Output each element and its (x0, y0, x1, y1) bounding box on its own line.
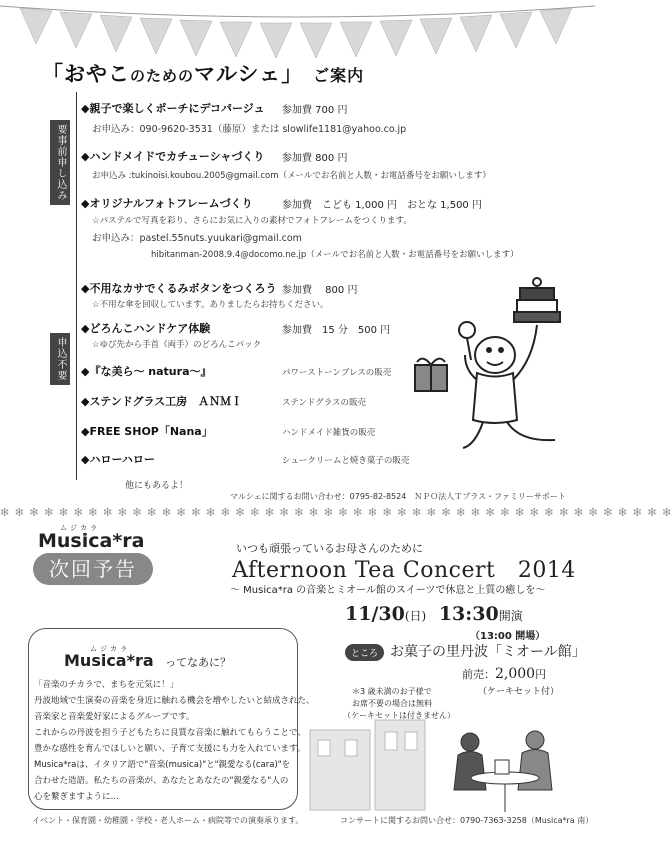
concert-lead: いつも頑張っているお母さんのために (236, 542, 423, 555)
title-no: のための (130, 67, 195, 85)
about-line: 豊かな感性を育んでほしいと願い、子育て支援にも力を入れています。 (34, 744, 306, 754)
section-bar-reservation (46, 92, 77, 267)
concert-datetime (345, 603, 523, 625)
item-line: ☆パステルで写真を彩り、さらにお気に入りの素材でフォトフレームをつくります。 (92, 216, 412, 226)
about-heading-tail: ってなあに？ (165, 656, 231, 669)
venue-badge: ところ (345, 644, 384, 661)
next-announcement-badge: 次回予告 (33, 553, 153, 585)
item-line: ☆ゆび先から手首（両手）のどろんこパック (92, 340, 262, 350)
presale-cake: （ケーキセット付） (478, 687, 560, 697)
about-footer: イベント・保育園・幼稚園・学校・老人ホーム・病院等での演奏承ります。 (32, 816, 304, 825)
presale-yen: 円 (535, 668, 547, 681)
concert-venue: お菓子の里丹波「ミオール館」 (390, 644, 586, 660)
bunting-decoration (0, 0, 595, 60)
title-open: 「おやこ (42, 62, 130, 86)
item-line: お申込み：090-9620-3531（藤原）または slowlife1181@yahoo.co.jp (92, 124, 407, 135)
about-line: 心を繋ぎますように… (34, 792, 120, 802)
marche-title (42, 58, 364, 88)
concert-title: Afternoon Tea Concert 2014 (232, 558, 576, 583)
logo-ruby: ムジカラ (60, 524, 100, 532)
section-label-no-reservation: 申込不要 (50, 333, 70, 385)
section-bar-no-reservation (46, 267, 77, 480)
item-title: ◆ 不用なカサでくるみボタンをつくろう (81, 280, 276, 296)
other-note: 他にもあるよ！ (125, 481, 189, 491)
presale-label: 前売： (462, 668, 495, 681)
about-line: 音楽家と音楽愛好家によるグループです。 (34, 712, 195, 722)
item-title: ◆ ステンドグラス工房 ＡＮＭＩ (81, 393, 242, 409)
cafe-illustration (300, 720, 580, 816)
item-title: ◆ FREE SHOP「Nana」 (81, 423, 213, 439)
item-line: hibitanman-2008.9.4@docomo.ne.jp（メールでお名前と人数・お電話番号をお願いします） (151, 250, 519, 260)
item-desc: パワーストーンブレスの販売 (282, 368, 392, 378)
child-note-1: ＊3 歳未満のお子様で (352, 687, 432, 696)
marche-contact: マルシェに関するお問い合わせ：0795-82-8524 ＮＰＯ法人Ｔプラス・ファミリーサポート (230, 492, 566, 501)
concert-contact: コンサートに関するお問い合せ：0790-7363-3258（Musica*ra 南） (340, 816, 594, 825)
child-note-2: お席不要の場合は無料 (352, 699, 432, 708)
item-desc: ステンドグラスの販売 (282, 398, 366, 408)
item-fee: 参加費 800 円 (282, 153, 348, 164)
about-line: 合わせた造語。私たちの音楽が、あなたとあなたの"親愛なる"人の (34, 776, 289, 786)
item-title: ◆ どろんこハンドケア体験 (81, 320, 210, 336)
concert-start: 開演 (498, 609, 523, 623)
concert-day: (日) (404, 609, 427, 623)
about-line: 「音楽のチカラで、まちを元気に！」 (34, 680, 179, 690)
presale (462, 666, 546, 682)
about-line: Musica*raは、イタリア語で"音楽(musica)"と"親愛なる(cara)"を (34, 760, 291, 770)
about-line: これからの丹波を担う子どもたちに良質な音楽に触れてもらうことで、 (34, 728, 306, 738)
item-fee: 参加費 15 分 500 円 (282, 325, 391, 336)
item-fee: 参加費 700 円 (282, 105, 348, 116)
child-note-3: （ケーキセットは付きません） (343, 711, 455, 720)
item-fee: 参加費 こども 1,000 円 おとな 1,500 円 (282, 200, 482, 211)
item-line: ☆不用な傘を回収しています。ありましたらお持ちください。 (92, 300, 329, 310)
concert-time: 13:30 (438, 603, 499, 625)
item-title: ◆ ハローハロー (81, 451, 155, 467)
item-title: ◆ オリジナルフォトフレームづくり (81, 195, 253, 211)
stars-divider: ✻ ✻ ✻ ✻ ✻ ✻ ✻ ✻ ✻ ✻ ✻ ✻ ✻ ✻ ✻ ✻ ✻ ✻ ✻ ✻ ✻ ✻ ✻ ✻ ✻ ✻ ✻ ✻ ✻ ✻ ✻ ✻ ✻ ✻ ✻ ✻ ✻ ✻ ✻ ✻ ✻ ✻ ✻ ✻ ✻ ✻ (0, 506, 672, 519)
item-title: ◆ ハンドメイドでカチューシャづくり (81, 148, 264, 164)
section-label-reservation: 要事前申し込み (50, 120, 70, 205)
item-fee: 参加費 800 円 (282, 285, 358, 296)
item-desc: シュークリームと焼き菓子の販売 (282, 456, 410, 466)
about-line: 丹波地域で生演奏の音楽を身近に触れる機会を増やしたいと結成された、 (34, 696, 315, 706)
about-ruby: ムジカラ (90, 645, 130, 653)
item-desc: ハンドメイド雑貨の販売 (282, 428, 376, 438)
presale-price: 2,000 (495, 666, 536, 682)
musicara-logo: Musica*ra (38, 530, 145, 552)
item-line: お申込み :tukinoisi.koubou.2005@gmail.com（メールでお名前と人数・お電話番号をお願いします） (92, 171, 491, 181)
concert-venue-line (345, 641, 586, 661)
concert-doors: （13:00 開場） (470, 631, 546, 642)
item-line: お申込み：pastel.55nuts.yuukari@gmail.com (92, 233, 302, 244)
title-main: マルシェ」 (194, 62, 304, 86)
item-title: ◆ 親子で楽しくポーチにデコパージュ (81, 100, 265, 116)
title-tail: ご案内 (313, 66, 365, 85)
concert-date: 11/30 (345, 603, 405, 625)
chef-illustration (405, 270, 585, 470)
about-logo: Musica*ra (64, 651, 154, 670)
item-title: ◆ 『な美ら～ natura～』 (81, 363, 212, 379)
concert-tagline: ～ Musica*ra の音楽とミオール館のスイーツで休息と上質の癒しを～ (230, 585, 546, 596)
